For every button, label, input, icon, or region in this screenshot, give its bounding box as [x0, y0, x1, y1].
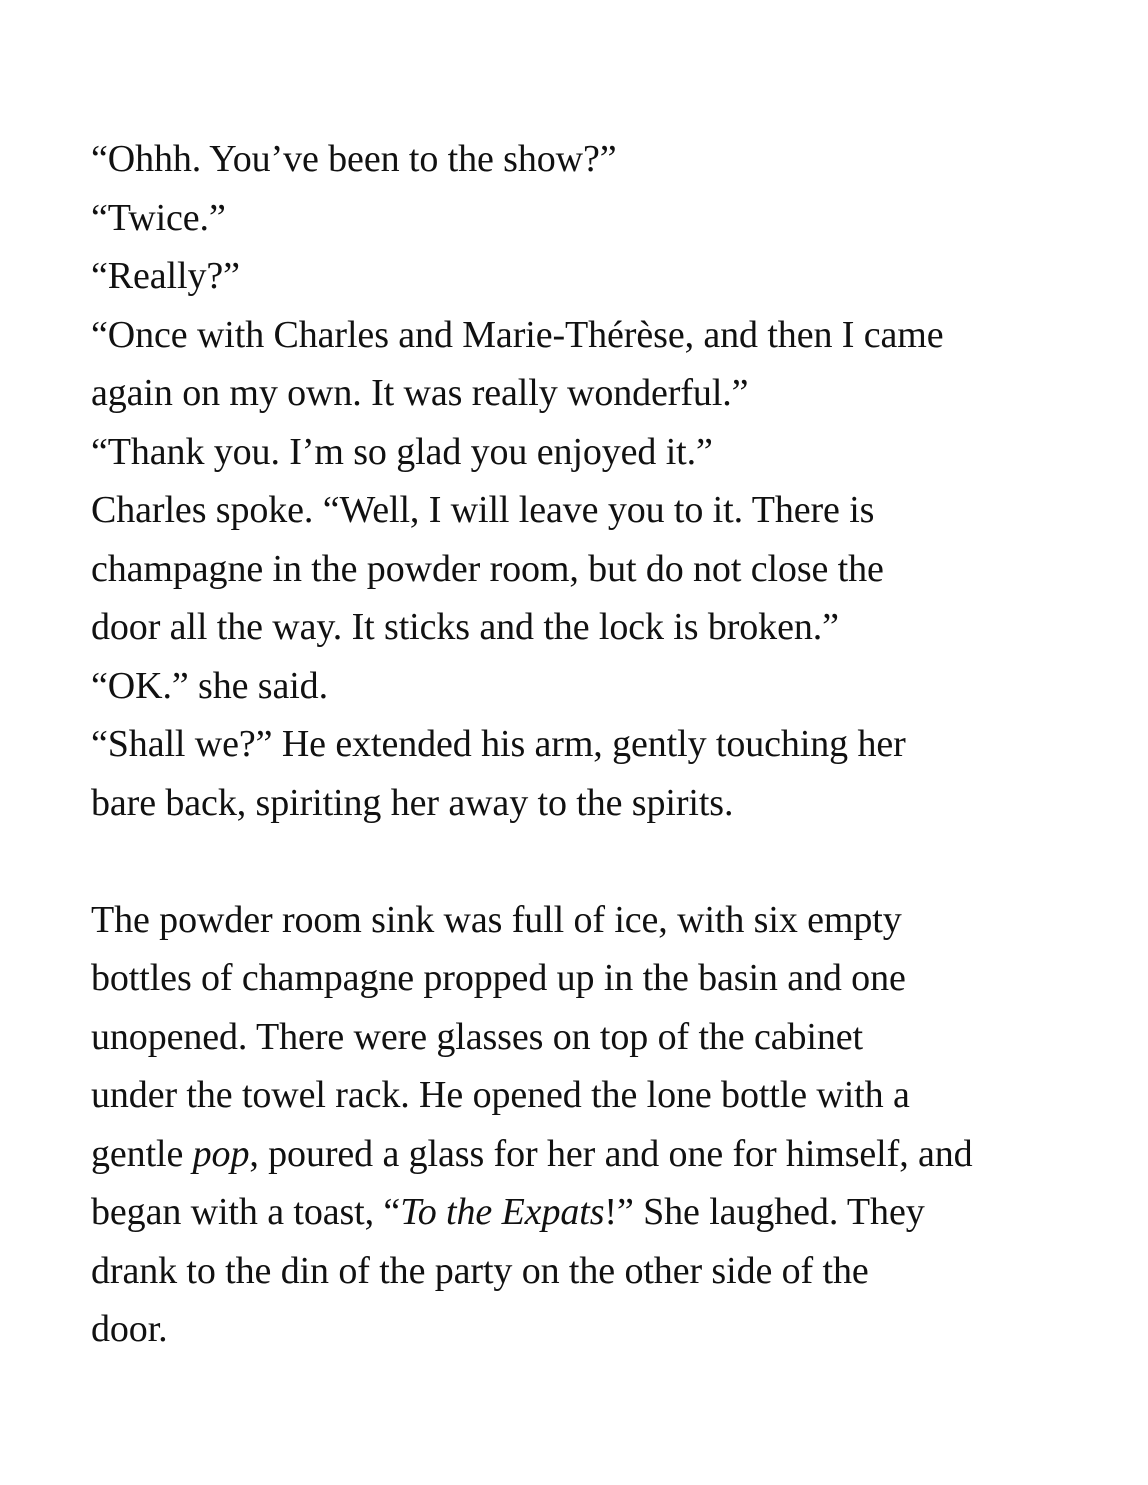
text-line: door.	[91, 1308, 168, 1350]
text-line: drank to the din of the party on the other side of the	[91, 1249, 869, 1292]
text-line: under the towel rack. He opened the lone bottle with a	[91, 1074, 910, 1116]
text-line	[91, 1125, 1071, 1184]
italic-text: pop	[192, 1132, 250, 1175]
text-line: “Twice.”	[91, 196, 226, 239]
text-line: door all the way. It sticks and the lock is broken.”	[91, 606, 839, 648]
text-line: bottles of champagne propped up in the basin and one	[91, 957, 906, 999]
text-line: again on my own. It was really wonderful.”	[91, 372, 749, 414]
text-line: “Shall we?” He extended his arm, gently touching her	[91, 723, 906, 765]
text-line: champagne in the powder room, but do not close the	[91, 547, 884, 590]
text-segment: !” She laughed. They	[604, 1191, 925, 1233]
text-line: “Really?”	[91, 255, 240, 297]
italic-text: To the Expats	[400, 1191, 605, 1233]
text-line: “Ohhh. You’ve been to the show?”	[91, 138, 617, 180]
text-line: unopened. There were glasses on top of the cabinet	[91, 1015, 863, 1058]
text-line: Charles spoke. “Well, I will leave you to it. There is	[91, 489, 875, 531]
text-line: “Once with Charles and Marie-Thérèse, and then I came	[91, 313, 944, 356]
text-line: bare back, spiriting her away to the spirits.	[91, 781, 734, 824]
text-segment: gentle	[91, 1132, 193, 1175]
text-segment: began with a toast, “	[91, 1191, 401, 1233]
text-line: The powder room sink was full of ice, with six empty	[91, 898, 902, 941]
paragraph-break	[91, 832, 1071, 891]
text-line: “OK.” she said.	[91, 664, 328, 707]
text-line: “Thank you. I’m so glad you enjoyed it.”	[91, 430, 713, 473]
document-page	[91, 130, 1071, 1359]
text-segment: , poured a glass for her and one for himself, and	[249, 1132, 973, 1175]
text-line	[91, 1183, 1071, 1242]
